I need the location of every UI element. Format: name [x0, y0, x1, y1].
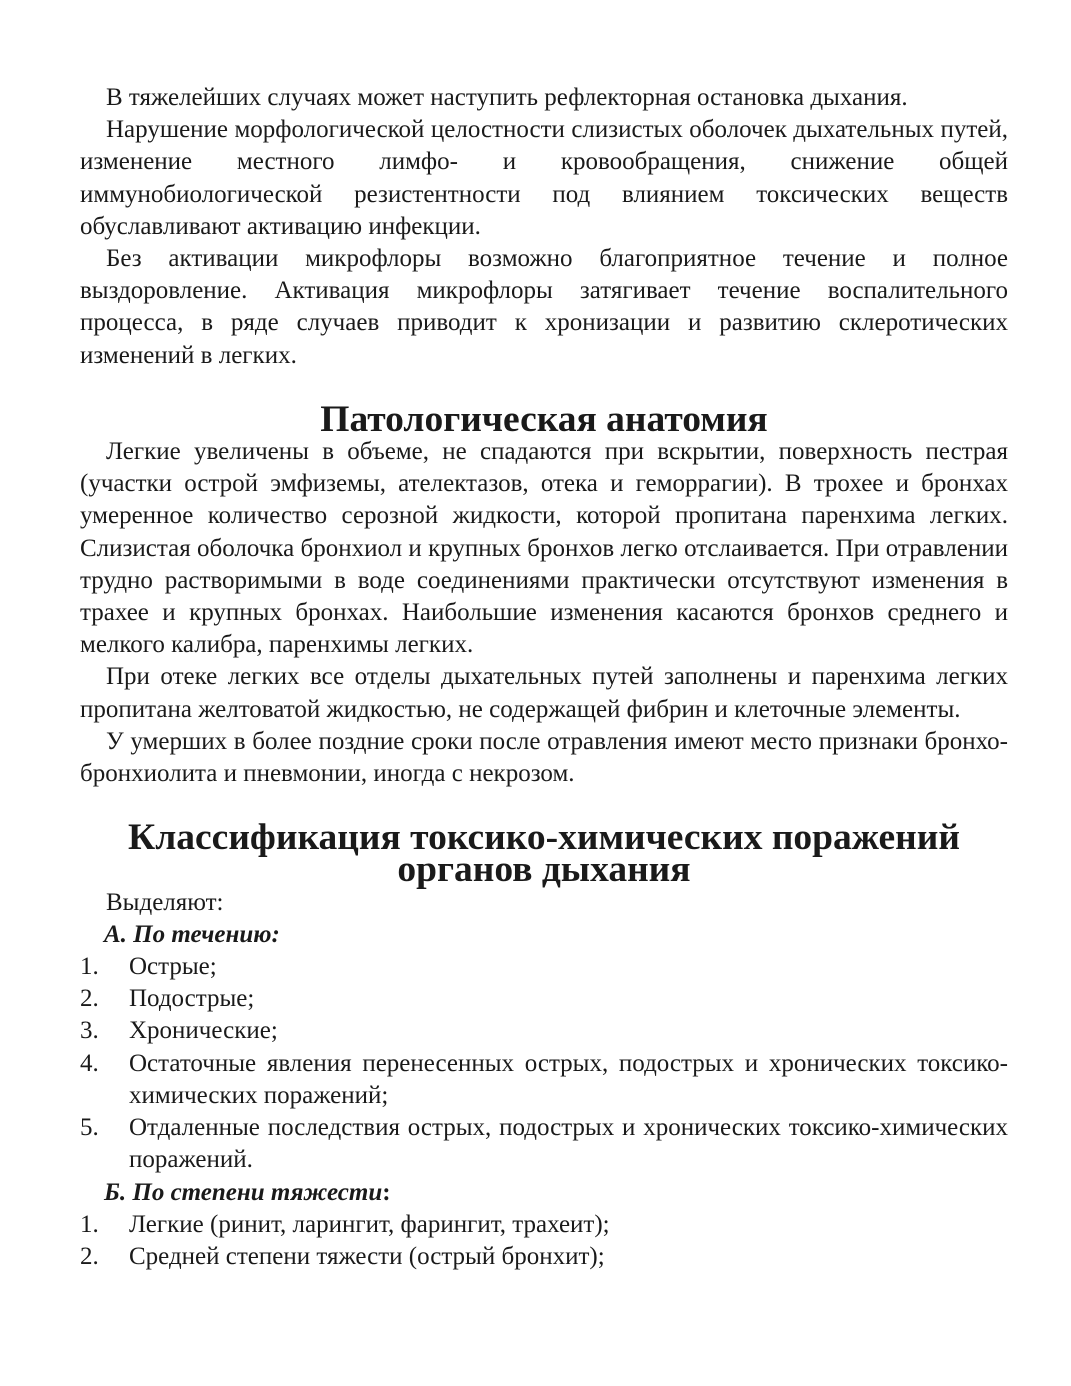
subheading-by-severity: Б. По степени тяжести: [104, 1178, 391, 1206]
paragraph: При отеке легких все отделы дыхательных путей заполнены и паренхима легких пропитана желтоватой жидкостью, не содержащей фибрин и клеточные элементы. [80, 663, 1008, 723]
paragraph: В тяжелейших случаях может наступить рефлекторная остановка дыхания. [106, 84, 908, 111]
paragraph: Легкие увеличены в объеме, не спадаются при вскрытии, поверхность пестрая (участки острой эмфиземы, ателектазов, отека и геморрагии). В трохее и бронхах умеренное количество серозной жидкости, которой пропитана паренхима легких. Слизистая оболочка бронхиол и крупных бронхов легко отслаивается. При отравлении трудно растворимыми в воде соединениями практически отсутствуют изменения в трахее и крупных бронхах. Наибольшие изменения касаются бронхов среднего и мелкого калибра, паренхимы легких. [80, 438, 1008, 659]
section-heading-classification: Классификация токсико-химических поражений органов дыхания [128, 817, 960, 891]
list-item: 1. Острые; [80, 953, 217, 981]
section-heading-anatomy: Патологическая анатомия [320, 398, 768, 440]
list-item: 3. Хронические; [80, 1017, 278, 1045]
subheading-by-course: А. По течению: [104, 920, 280, 948]
paragraph: Без активации микрофлоры возможно благоприятное течение и полное выздоровление. Активация микрофлоры затягивает течение воспалительного процесса, в ряде случаев приводит к хронизации и развитию склеротических изменений в легких. [80, 245, 1008, 369]
list-by-course [80, 951, 1008, 1176]
paragraph: Нарушение морфологической целостности слизистых оболочек дыхательных путей, изменение местного лимфо- и кровообращения, снижение общей иммунобиологической резистентности под влиянием токсических веществ обуславливают активацию инфекции. [80, 116, 1008, 240]
list-item: 2. Средней степени тяжести (острый бронхит); [80, 1242, 605, 1270]
list-item: 4. Остаточные явления перенесенных острых, подострых и хронических токсико-химических поражений; [80, 1049, 1008, 1109]
classification-intro: Выделяют: [106, 888, 224, 916]
list-item: 1. Легкие (ринит, ларингит, фарингит, трахеит); [80, 1210, 610, 1238]
paragraph: У умерших в более поздние сроки после отравления имеют место признаки бронхо-бронхиолита и пневмонии, иногда с некрозом. [80, 727, 1008, 788]
document-page [80, 82, 1008, 1273]
list-by-severity [80, 1209, 1008, 1273]
list-item: 5. Отдаленные последствия острых, подострых и хронических токсико-химических поражений. [80, 1114, 1008, 1174]
list-item: 2. Подострые; [80, 985, 255, 1013]
